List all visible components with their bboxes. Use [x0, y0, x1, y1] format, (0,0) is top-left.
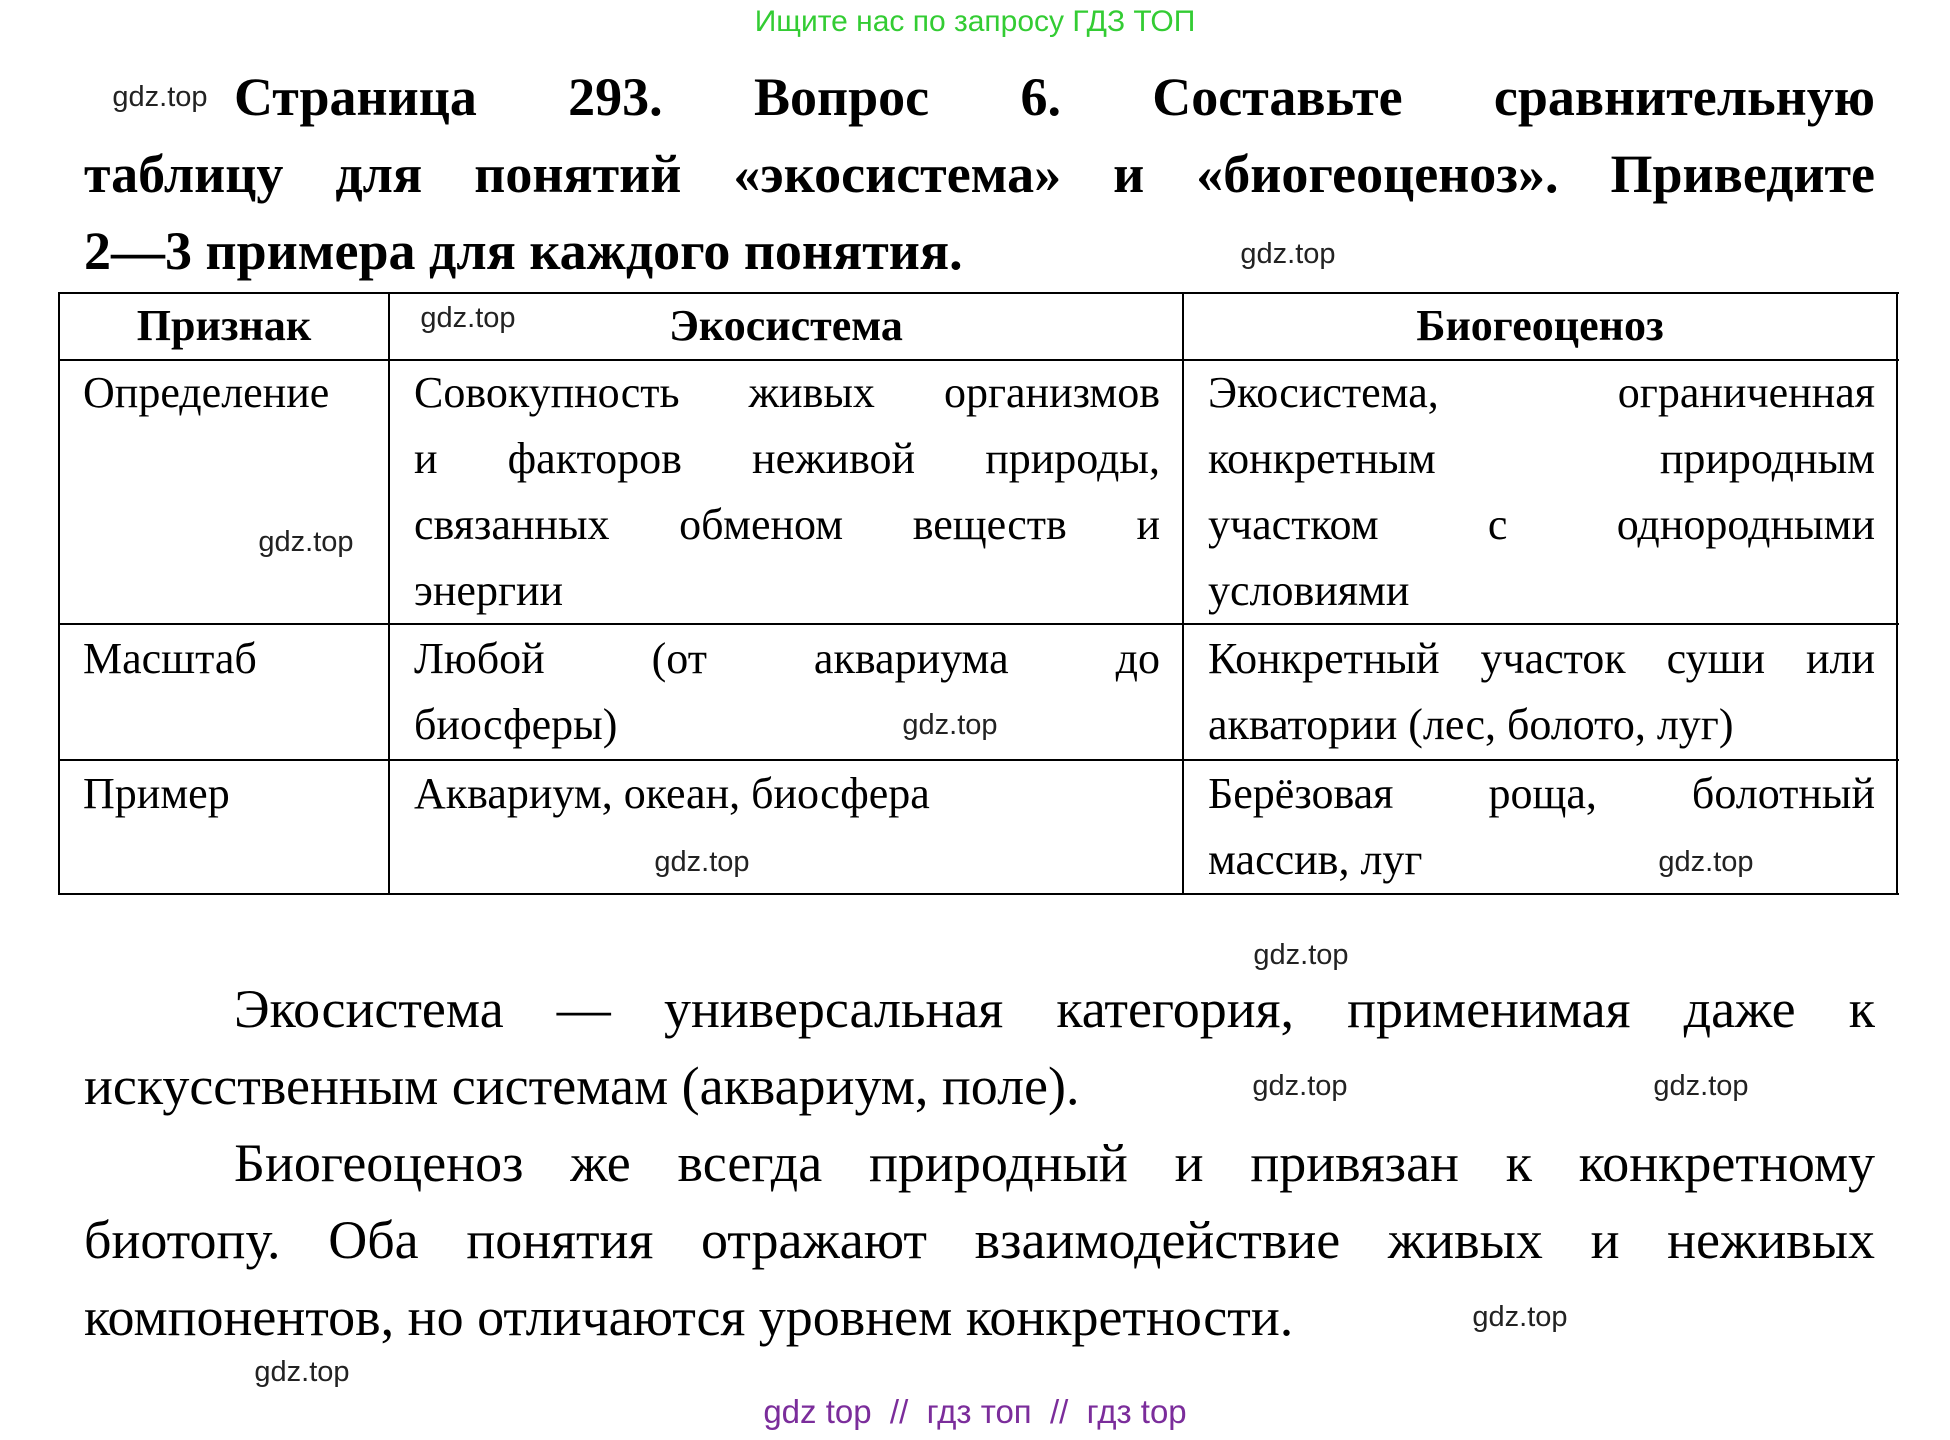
watermark: gdz.top: [1653, 1070, 1749, 1102]
cell-text: участком с однородными: [1208, 500, 1875, 549]
paragraph-line: компонентов, но отличаются уровнем конкретности.: [84, 1287, 1294, 1347]
table-border: [58, 292, 60, 895]
cell-text: конкретным природным: [1208, 434, 1875, 483]
title-line-3: 2—3 примера для каждого понятия.: [84, 221, 963, 281]
table-border: [1182, 292, 1184, 895]
table-border: [388, 292, 390, 895]
watermark: gdz.top: [902, 709, 998, 741]
row-feature-example: Пример: [83, 769, 230, 818]
row-feature-scale: Масштаб: [83, 634, 257, 683]
cell-text: Совокупность живых организмов: [414, 368, 1160, 417]
watermark: gdz.top: [654, 846, 750, 878]
cell-text: акватории (лес, болото, луг): [1208, 700, 1734, 749]
table-border: [59, 759, 1899, 761]
paragraph-line: биотопу. Оба понятия отражают взаимодействие живых и неживых: [84, 1210, 1875, 1270]
paragraph-line: искусственным системам (аквариум, поле).: [84, 1056, 1080, 1116]
cell-text: условиями: [1208, 566, 1410, 615]
header-ecosystem: Экосистема: [669, 301, 903, 350]
cell-text: Конкретный участок суши или: [1208, 634, 1875, 683]
table-border: [59, 292, 1899, 294]
footer-links: gdz top // гдз топ // гдз top: [763, 1393, 1187, 1430]
watermark: gdz.top: [1472, 1301, 1568, 1333]
cell-text: Берёзовая роща, болотный: [1208, 769, 1875, 818]
search-banner: Ищите нас по запросу ГДЗ ТОП: [754, 5, 1196, 38]
watermark: gdz.top: [112, 81, 208, 113]
header-biogeocenosis: Биогеоценоз: [1416, 301, 1664, 350]
watermark: gdz.top: [1240, 238, 1336, 270]
row-feature-definition: Определение: [83, 368, 330, 417]
table-border: [59, 359, 1899, 361]
watermark: gdz.top: [254, 1356, 350, 1388]
cell-text: биосферы): [414, 700, 618, 749]
watermark: gdz.top: [1253, 939, 1349, 971]
watermark: gdz.top: [258, 526, 354, 558]
cell-text: массив, луг: [1208, 835, 1423, 884]
cell-text: Аквариум, океан, биосфера: [414, 769, 930, 818]
watermark: gdz.top: [420, 302, 516, 334]
cell-text: и факторов неживой природы,: [414, 434, 1160, 483]
title-line-2: таблицу для понятий «экосистема» и «биогеоценоз». Приведите: [84, 144, 1875, 204]
table-border: [1896, 292, 1898, 895]
paragraph-line: Экосистема — универсальная категория, применимая даже к: [234, 979, 1875, 1039]
cell-text: энергии: [414, 566, 564, 615]
table-border: [59, 623, 1899, 625]
watermark: gdz.top: [1252, 1070, 1348, 1102]
cell-text: Экосистема, ограниченная: [1208, 368, 1875, 417]
cell-text: Любой (от аквариума до: [414, 634, 1160, 683]
paragraph-line: Биогеоценоз же всегда природный и привязан к конкретному: [234, 1133, 1875, 1193]
table-border: [59, 893, 1899, 895]
watermark: gdz.top: [1658, 846, 1754, 878]
header-feature: Признак: [136, 301, 312, 350]
cell-text: связанных обменом веществ и: [414, 500, 1160, 549]
title-line-1: Страница 293. Вопрос 6. Составьте сравнительную: [234, 67, 1875, 127]
